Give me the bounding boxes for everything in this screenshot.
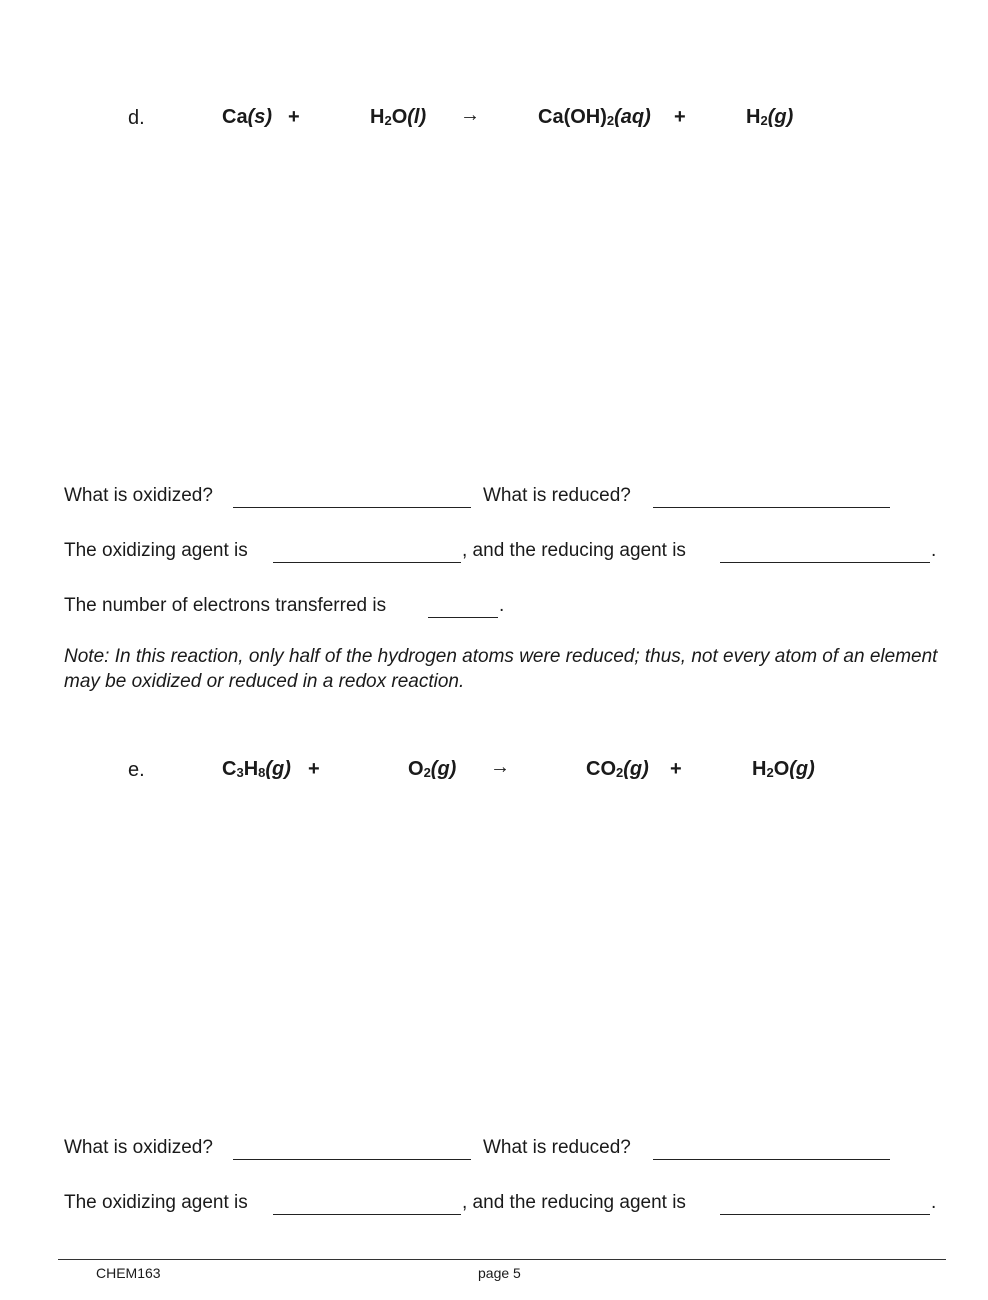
question-e-reducing-agent: , and the reducing agent is xyxy=(462,1192,686,1213)
answer-blank-d-oxidized[interactable] xyxy=(233,489,471,508)
equation-d-arrow: → xyxy=(460,104,480,126)
question-d-reduced: What is reduced? xyxy=(483,485,631,506)
equation-d-product-2: $H_2(g)$ xyxy=(746,106,794,128)
equation-e-product-2: $H_2O(g)$ xyxy=(752,758,815,780)
footer-divider xyxy=(58,1259,946,1260)
equation-e-plus-2: + xyxy=(670,758,682,780)
equation-e-reactant-1: $C_3H_8(g)$ xyxy=(222,758,291,780)
question-d-electrons: The number of electrons transferred is xyxy=(64,595,387,616)
equation-d-plus-2: + xyxy=(674,106,686,128)
answer-blank-e-reduced[interactable] xyxy=(653,1141,890,1160)
question-e-oxidizing-agent: The oxidizing agent is xyxy=(64,1192,248,1213)
footer-page-number: page 5 xyxy=(478,1265,521,1281)
answer-blank-e-oxidizing-agent[interactable] xyxy=(273,1196,461,1215)
equation-d-product-1: $Ca(OH)_2(aq)$ xyxy=(538,106,651,128)
question-d-oxidizing-agent: The oxidizing agent is xyxy=(64,540,248,561)
answer-blank-e-reducing-agent[interactable] xyxy=(720,1196,930,1215)
answer-blank-d-electrons[interactable] xyxy=(428,599,498,618)
period: . xyxy=(931,540,937,561)
period: . xyxy=(931,1192,937,1213)
answer-blank-d-reduced[interactable] xyxy=(653,489,890,508)
question-e-oxidized: What is oxidized? xyxy=(64,1137,213,1158)
question-e-reduced: What is reduced? xyxy=(483,1137,631,1158)
equation-d-reactant-1: Ca(s) xyxy=(222,106,273,128)
period: . xyxy=(499,595,505,616)
equation-e-product-1: $CO_2(g)$ xyxy=(586,758,649,780)
equation-e-reactant-2: $O_2(g)$ xyxy=(408,758,457,780)
problem-e-letter: e. xyxy=(128,759,145,781)
problem-d-letter: d. xyxy=(128,107,145,129)
question-d-oxidized: What is oxidized? xyxy=(64,485,213,506)
equation-d-reactant-2: $H_2O(l)$ xyxy=(370,106,427,128)
question-d-reducing-agent: , and the reducing agent is xyxy=(462,540,686,561)
answer-blank-d-oxidizing-agent[interactable] xyxy=(273,544,461,563)
equation-d-plus-1: + xyxy=(288,106,300,128)
footer-course: CHEM163 xyxy=(96,1265,161,1281)
equation-e-arrow: → xyxy=(490,756,510,778)
answer-blank-e-oxidized[interactable] xyxy=(233,1141,471,1160)
equation-e-plus-1: + xyxy=(308,758,320,780)
note-text: Note: In this reaction, only half of the hydrogen atoms were reduced; thus, not every atom of an element may be oxidized or reduced in a redox reaction. xyxy=(64,646,938,692)
answer-blank-d-reducing-agent[interactable] xyxy=(720,544,930,563)
